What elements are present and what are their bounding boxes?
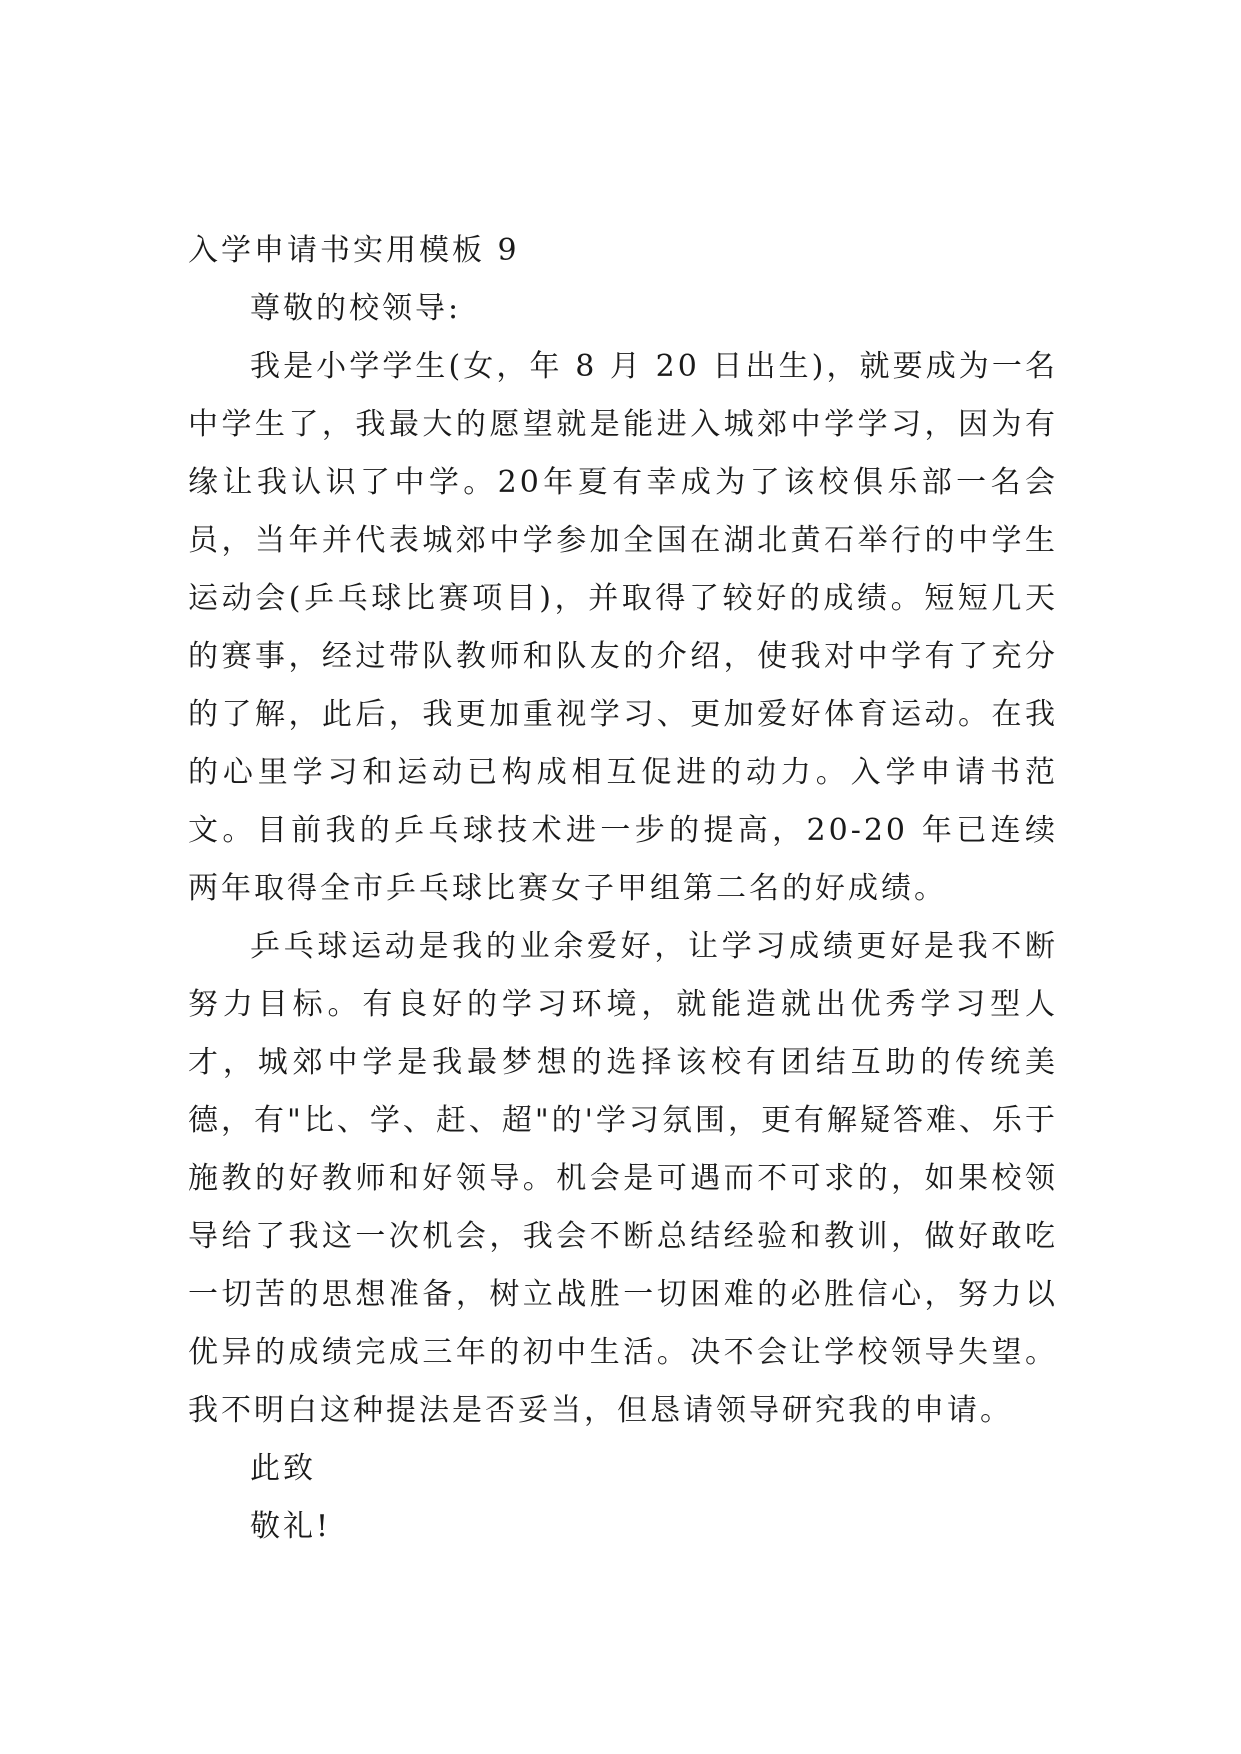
body-paragraph-2: 乒乓球运动是我的业余爱好，让学习成绩更好是我不断努力目标。有良好的学习环境，就能造就出优秀学习型人才，城郊中学是我最梦想的选择该校有团结互助的传统美德，有"比、学、赶、超"的'学习氛围，更有解疑答难、乐于施教的好教师和好领导。机会是可遇而不可求的，如果校领导给了我这一次机会，我会不断总结经验和教训，做好敢吃一切苦的思想准备，树立战胜一切困难的必胜信心，努力以优异的成绩完成三年的初中生活。决不会让学校领导失望。我不明白这种提法是否妥当，但恳请领导研究我的申请。 [188,929,1058,1428]
closing-line-2: 敬礼! [250,1509,332,1544]
salutation: 尊敬的校领导: [250,291,462,326]
document-title: 入学申请书实用模板 9 [188,233,520,268]
closing-line-1: 此致 [250,1451,316,1486]
document-body [188,222,1058,1556]
body-paragraph-1: 我是小学学生(女，年 8 月 20 日出生)，就要成为一名中学生了，我最大的愿望就是能进入城郊中学学习，因为有缘让我认识了中学。20年夏有幸成为了该校俱乐部一名会员，当年并代表城郊中学参加全国在湖北黄石举行的中学生运动会(乒乓球比赛项目)，并取得了较好的成绩。短短几天的赛事，经过带队教师和队友的介绍，使我对中学有了充分的了解，此后，我更加重视学习、更加爱好体育运动。在我的心里学习和运动已构成相互促进的动力。入学申请书范文。目前我的乒乓球技术进一步的提高，20-20 年已连续两年取得全市乒乓球比赛女子甲组第二名的好成绩。 [188,349,1058,906]
